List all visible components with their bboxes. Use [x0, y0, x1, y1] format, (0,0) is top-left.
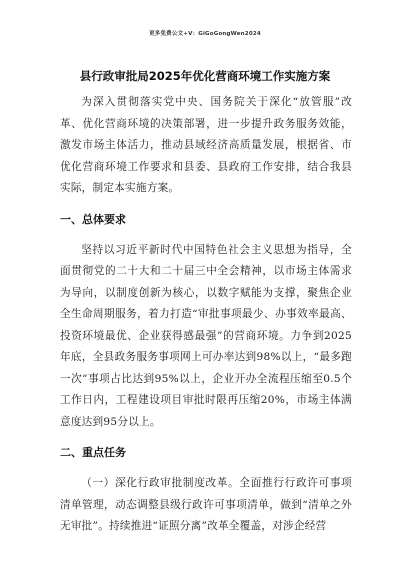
document-title: 县行政审批局2025年优化营商环境工作实施方案: [79, 69, 331, 83]
general-requirements-paragraph: 坚持以习近平新时代中国特色社会主义思想为指导，全面贯彻党的二十大和二十届三中全会精神，以市场主体需求为导向，以制度创新为核心，以数字赋能为支撑，聚焦企业全生命周期服务，着力打造“审批事项最少、办事效率最高、投资环境最优、企业获得感最强”的营商环境。力争到2025年底，全县政务服务事项网上可办率达到98%以上，“最多跑一次”事项占比达到95%以上，企业开办全流程压缩至0.5个工作日内，工程建设项目审批时限再压缩20%，市场主体满意度达到95分以上。: [60, 243, 352, 428]
intro-paragraph: 为深入贯彻落实党中央、国务院关于深化“放管服”改革、优化营商环境的决策部署，进一步提升政务服务效能，激发市场主体活力，推动县域经济高质量发展，根据省、市优化营商环境工作要求和县委、县政府工作安排，结合我县实际，制定本实施方案。: [60, 96, 352, 194]
section-heading-key-tasks: 二、重点任务: [60, 446, 126, 459]
document-body: [60, 92, 352, 538]
section-heading-general-requirements: 一、总体要求: [60, 212, 126, 226]
header-watermark: 更多免费公文+V：GiGoGongWen2024: [149, 31, 261, 37]
key-tasks-paragraph: （一）深化行政审批制度改革。全面推行行政许可事项清单管理，动态调整县级行政许可事项清单，做到“清单之外无审批”。持续推进“证照分离”改革全覆盖，对涉企经营: [60, 477, 352, 532]
